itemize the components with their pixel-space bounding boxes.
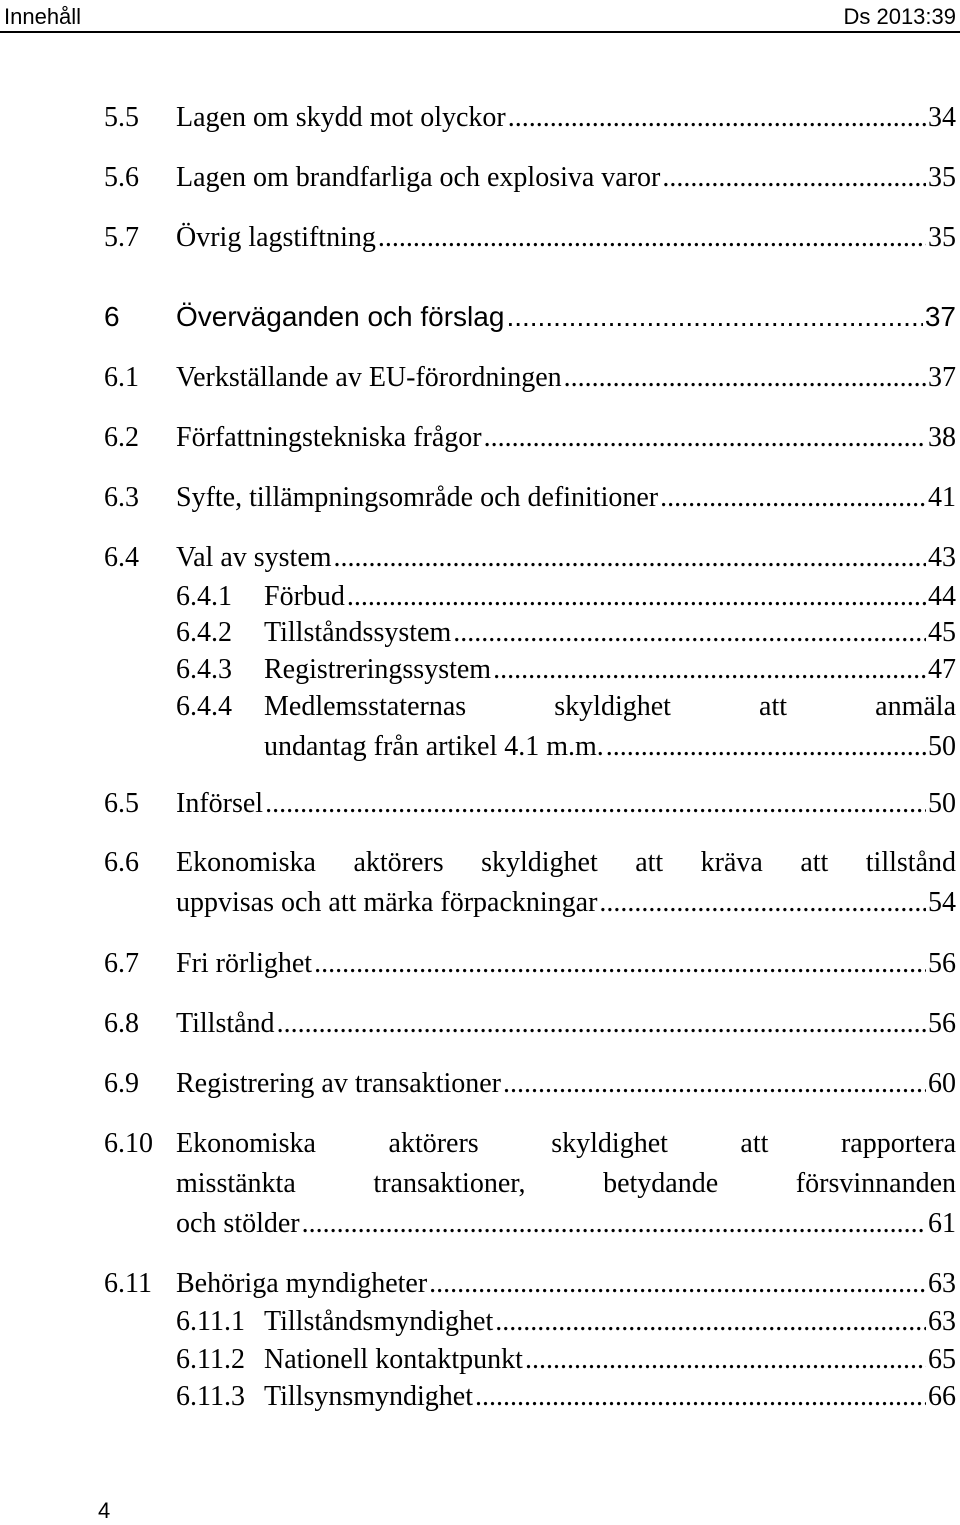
header-section-title: Innehåll [4, 4, 82, 29]
toc-entry-page: 37 [924, 301, 956, 332]
dot-leader [508, 98, 926, 138]
toc-entry-title-line-2: uppvisas och att märka förpackningar [176, 887, 598, 918]
toc-entry-number: 6.2 [104, 422, 139, 453]
toc-entry-title-line-1: Ekonomiska aktörers skyldighet att rapportera [176, 1128, 956, 1159]
toc-entry-title: Tillsynsmyndighet [264, 1381, 474, 1412]
toc-entry-number: 6.4.3 [176, 654, 232, 685]
toc-entry-number: 6.4.2 [176, 617, 232, 648]
toc-entry-title: Fri rörlighet [176, 948, 313, 979]
toc-entry-page: 35 [928, 162, 956, 193]
toc-entry-page: 65 [928, 1344, 956, 1375]
toc-entry-page: 56 [928, 948, 956, 979]
toc-entry-title: Verkställande av EU-förordningen [176, 362, 562, 393]
dot-leader [506, 297, 922, 337]
toc-entry-number: 6.11.2 [176, 1344, 245, 1375]
toc-entry-number: 6.6 [104, 847, 139, 878]
toc-entry-title: Förbud [264, 581, 345, 612]
dot-leader [606, 727, 926, 767]
toc-entry-title: Införsel [176, 788, 264, 819]
toc-entry-title: Val av system [176, 542, 332, 573]
toc-entry-page: 50 [928, 788, 956, 819]
toc-entry-number: 6.8 [104, 1008, 139, 1039]
dot-leader [302, 1204, 926, 1244]
toc-entry-title: Tillståndsmyndighet [264, 1306, 494, 1337]
toc-entry-title-line-3: och stölder [176, 1208, 300, 1239]
toc-entry-title: Registrering av transaktioner [176, 1068, 502, 1099]
toc-entry-page: 50 [928, 731, 956, 762]
toc-entry-number: 6.11.1 [176, 1306, 245, 1337]
toc-entry-page: 44 [928, 581, 956, 612]
toc-entry-number: 6.11.3 [176, 1381, 245, 1412]
toc-entry-title: Tillståndssystem [264, 617, 452, 648]
toc-entry-title-line-2: misstänkta transaktioner, betydande försvinnanden [176, 1168, 956, 1199]
dot-leader [265, 784, 926, 824]
toc-entry-number: 6.3 [104, 482, 139, 513]
toc-entry-page: 34 [928, 102, 956, 133]
toc-entry-page: 45 [928, 617, 956, 648]
toc-entry-title: Övrig lagstiftning [176, 222, 376, 253]
toc-entry-title-line-1: Medlemsstaternas skyldighet att anmäla [264, 691, 956, 722]
toc-entry-number: 6.4.1 [176, 581, 232, 612]
dot-leader [503, 1064, 926, 1104]
dot-leader [564, 358, 926, 398]
toc-entry-page: 38 [928, 422, 956, 453]
toc-entry-title: Behöriga myndigheter [176, 1268, 428, 1299]
dot-leader [660, 478, 926, 518]
toc-entry-title-line-1: Ekonomiska aktörers skyldighet att kräva att tillstånd [176, 847, 956, 878]
running-header [0, 0, 960, 33]
toc-entry-page: 54 [928, 887, 956, 918]
toc-entry-page: 35 [928, 222, 956, 253]
toc-entry-number: 6.5 [104, 788, 139, 819]
dot-leader [334, 538, 926, 578]
dot-leader [525, 1340, 926, 1380]
toc-entry-page: 60 [928, 1068, 956, 1099]
toc-entry-title: Registreringssystem [264, 654, 492, 685]
toc-entry-page: 37 [928, 362, 956, 393]
dot-leader [495, 1302, 926, 1342]
toc-entry-title: Överväganden och förslag [176, 301, 505, 332]
dot-leader [429, 1264, 926, 1304]
dot-leader [484, 418, 926, 458]
toc-entry-number: 6.7 [104, 948, 139, 979]
dot-leader [277, 1004, 926, 1044]
dot-leader [378, 218, 926, 258]
toc-entry-title: Lagen om brandfarliga och explosiva varor [176, 162, 661, 193]
toc-entry-number: 6.10 [104, 1128, 153, 1159]
toc-entry-number: 6.11 [104, 1268, 152, 1299]
toc-entry-title: Syfte, tillämpningsområde och definitioner [176, 482, 659, 513]
toc-entry-page: 43 [928, 542, 956, 573]
toc-entry-page: 63 [928, 1268, 956, 1299]
toc-entry-page: 66 [928, 1381, 956, 1412]
toc-entry-title: Lagen om skydd mot olyckor [176, 102, 506, 133]
toc-entry-number: 6.9 [104, 1068, 139, 1099]
toc-entry-page: 47 [928, 654, 956, 685]
toc-entry-page: 56 [928, 1008, 956, 1039]
toc-entry-title: Tillstånd [176, 1008, 275, 1039]
toc-entry-number: 6.4.4 [176, 691, 232, 722]
toc-entry-number: 5.5 [104, 102, 139, 133]
dot-leader [599, 883, 926, 923]
toc-entry-number: 6.4 [104, 542, 139, 573]
toc-entry-title-line-2: undantag från artikel 4.1 m.m. [264, 731, 604, 762]
toc-entry-page: 61 [928, 1208, 956, 1239]
dot-leader [493, 650, 926, 690]
toc-entry-number: 5.7 [104, 222, 139, 253]
toc-entry-title: Författningstekniska frågor [176, 422, 482, 453]
toc-entry-page: 41 [928, 482, 956, 513]
toc-entry-title: Nationell kontaktpunkt [264, 1344, 523, 1375]
page-number: 4 [98, 1498, 111, 1523]
toc-entry-number: 6.1 [104, 362, 139, 393]
dot-leader [314, 944, 926, 984]
dot-leader [662, 158, 926, 198]
header-document-id: Ds 2013:39 [843, 4, 956, 29]
dot-leader [347, 577, 926, 617]
toc-entry-number: 6 [104, 301, 120, 332]
dot-leader [475, 1377, 926, 1417]
dot-leader [453, 613, 926, 653]
toc-entry-number: 5.6 [104, 162, 139, 193]
toc-entry-page: 63 [928, 1306, 956, 1337]
